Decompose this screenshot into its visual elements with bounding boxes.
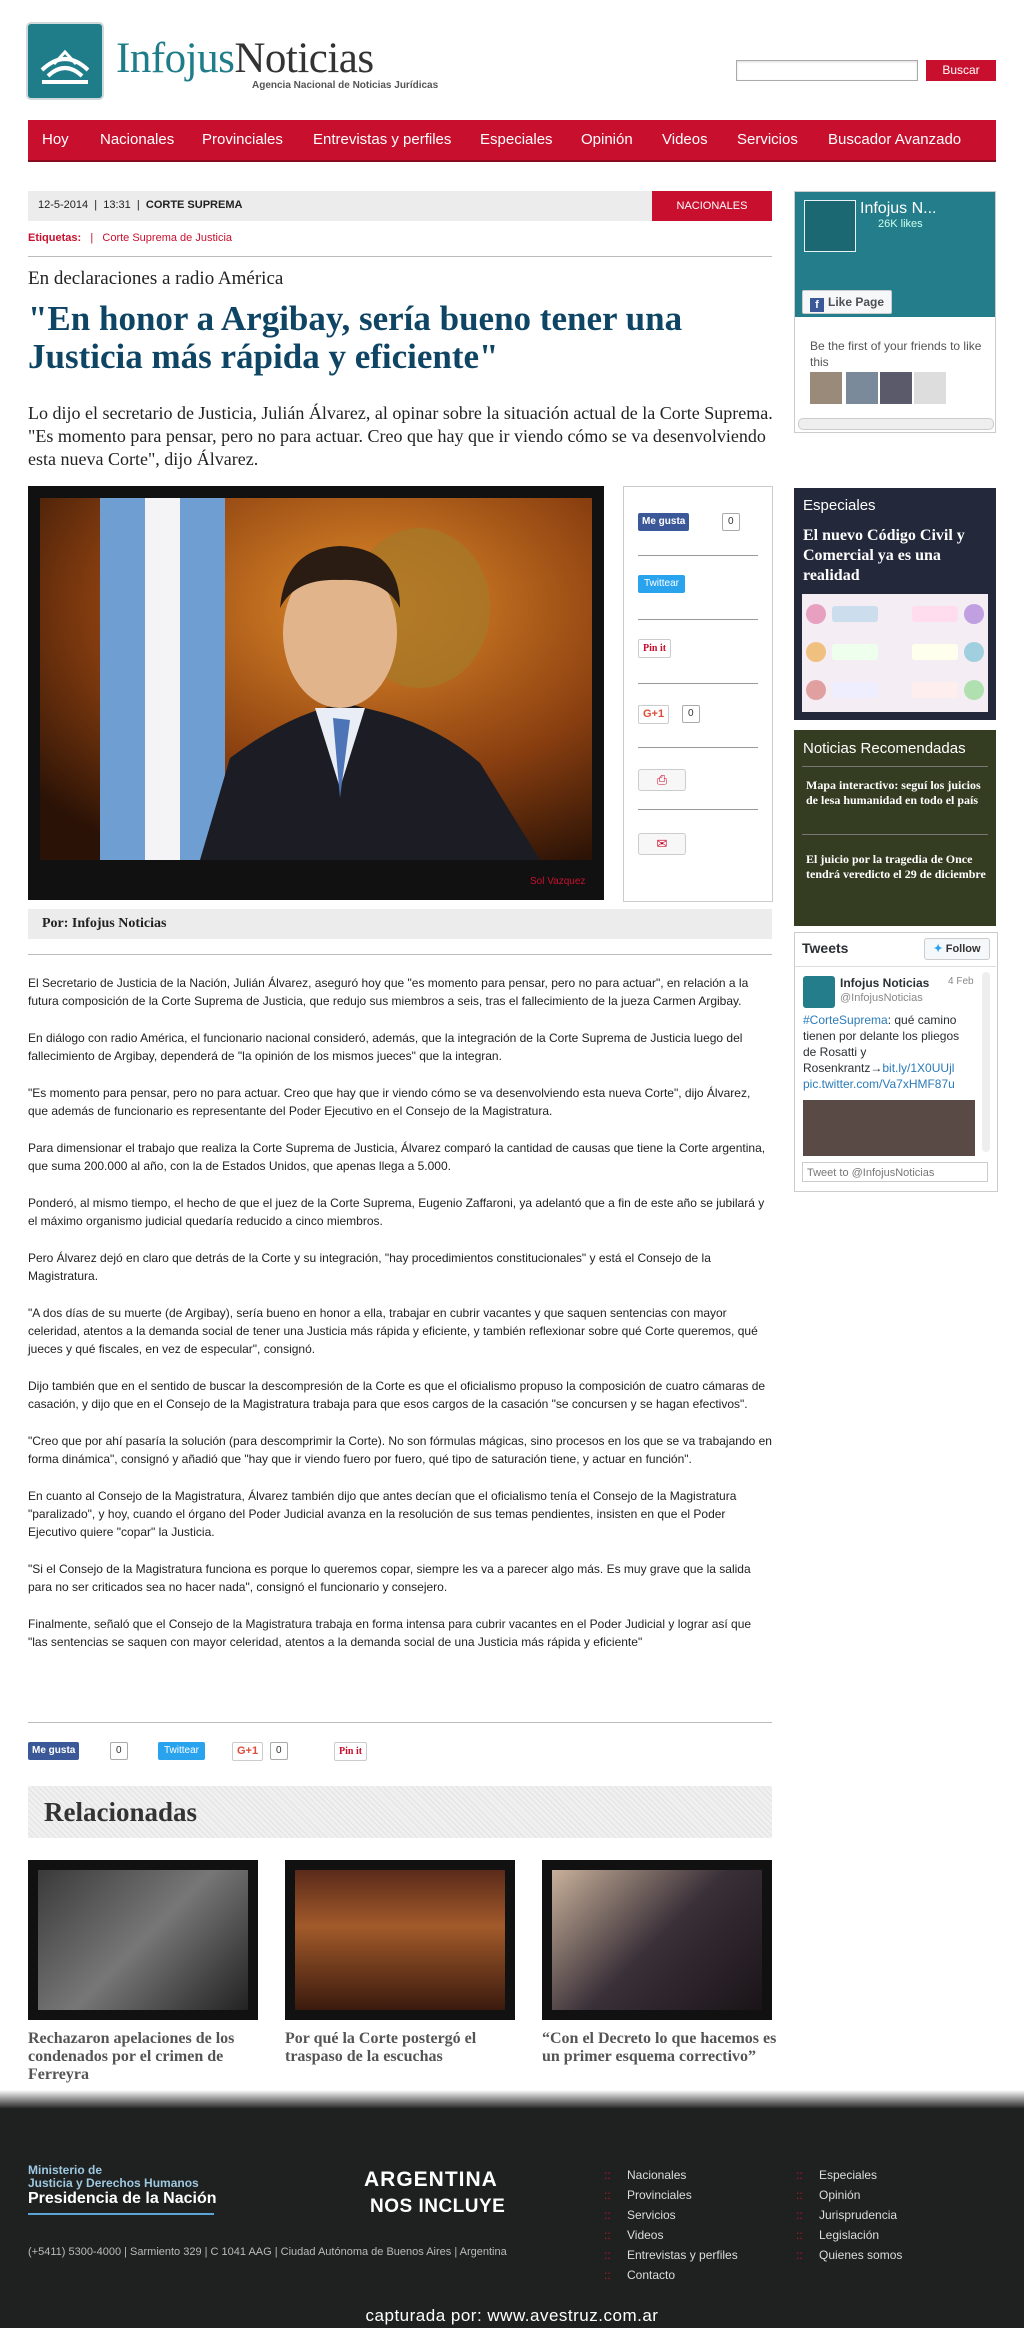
related-link[interactable]: “Con el Decreto lo que hacemos es un primer esquema correctivo” [542,2030,777,2065]
footer-link[interactable]: Quienes somos [819,2248,903,2262]
share-panel [623,486,773,902]
tweet-body: : qué camino tienen por delante los pliegos de Rosatti y Rosenkrantz→ [803,1013,960,1075]
divider [28,1722,772,1723]
fb-friend-avatar[interactable] [880,372,912,404]
related-image[interactable] [28,1860,258,2020]
nav-hoy[interactable]: Hoy [42,131,69,148]
bullet-icon: :: [796,2208,803,2222]
footer-shadow [0,2090,1024,2108]
article-section: CORTE SUPREMA [145,199,243,211]
article-meta: 12-5-2014 | 13:31 | CORTE SUPREMA [38,199,243,211]
footer-link[interactable]: Jurisprudencia [819,2208,898,2222]
related-link[interactable]: Rechazaron apelaciones de los condenados por el crimen de Ferreyra [28,2030,235,2083]
tweet-to-input[interactable]: Tweet to @InfojusNoticias [802,1162,988,1182]
bullet-icon: :: [796,2228,803,2242]
pinterest-button[interactable]: Pin it [334,1742,367,1761]
fb-like-page-button[interactable] [802,290,892,314]
especiales-label: Especiales [803,497,876,514]
fb-like-button[interactable] [28,1742,79,1760]
fb-friend-avatar[interactable] [846,372,878,404]
article-paragraph: En cuanto al Consejo de la Magistratura, Álvarez también dijo que antes decían que el oficialismo tenía el Consejo de la Magistratura "paralizado", y hoy, cuando el órgano del Poder Judicial avanza en la resolución de sus temas pendientes, insisten en que el Poder Ejecutivo quiere "copar" la Justicia. [28,1489,737,1539]
print-icon[interactable]: ⎙ [638,769,686,791]
article-time: 13:31 [103,199,131,211]
article-lead: Lo dijo el secretario de Justicia, Julián Álvarez, al opinar sobre la situación actual de la Corte Suprema. "Es momento para pensar, pero no para actuar. Creo que hay que ir viendo cómo se va desenvolviendo esta nueva Corte", dijo Álvarez. [28,403,773,469]
tweet-link[interactable]: bit.ly/1X0UUjl [882,1061,955,1075]
article-paragraph: El Secretario de Justicia de la Nación, Julián Álvarez, aseguró hoy que "es momento para pensar, pero no para actuar", en relación a la futura composición de la Corte Suprema de Justicia, que redujo sus miembros a seis, tras el fallecimiento de la jueza Carmen Argibay. [28,976,749,1008]
capture-credit: capturada por: www.avestruz.com.ar [365,2306,659,2325]
recomendada-link[interactable]: Mapa interactivo: seguí los juicios de lesa humanidad en todo el país [806,778,981,807]
follow-label: Follow [945,943,981,955]
bullet-icon: :: [796,2248,803,2262]
nav-buscador-avanzado[interactable]: Buscador Avanzado [828,131,962,148]
search-button[interactable]: Buscar [926,60,996,81]
nav-nacionales[interactable]: Nacionales [100,131,175,148]
article-paragraph: Finalmente, señaló que el Consejo de la Magistratura trabaja en forma intensa para cubrir vacantes en el Poder Judicial y lograr así que "las sentencias se saquen con mayor celeridad, atentos a la demanda social de una Justicia más rápida y eficiente" [28,1617,752,1649]
article-headline: "En honor a Argibay, sería bueno tener una Justicia más rápida y eficiente" [28,299,683,376]
footer-link[interactable]: Contacto [627,2268,676,2282]
divider [795,966,996,967]
fb-friends-text: Be the first of your friends to like this [810,339,982,369]
fb-like-label: Me gusta [32,1745,76,1756]
footer-link[interactable]: Videos [627,2228,664,2242]
footer-ministry[interactable] [28,2164,199,2190]
category-button[interactable]: NACIONALES [652,191,772,221]
pinterest-button[interactable]: Pin it [638,639,671,658]
tweet-button[interactable]: Twittear [158,1742,205,1760]
related-title: Relacionadas [44,1797,198,1827]
footer-link[interactable]: Especiales [819,2168,878,2182]
divider [638,555,758,556]
divider [802,766,988,767]
divider [638,619,758,620]
divider [802,834,988,835]
fb-friend-avatar[interactable] [810,372,842,404]
article-author: Por: Infojus Noticias [42,916,167,931]
tags-row: Etiquetas: | Corte Suprema de Justicia [28,232,233,244]
tweet-hashtag[interactable]: #CorteSuprema [803,1013,888,1027]
especiales-title[interactable]: El nuevo Código Civil y Comercial ya es una realidad [803,527,965,584]
logo-icon[interactable] [28,24,102,98]
bullet-icon: :: [604,2208,611,2222]
twitter-follow-button[interactable] [924,938,990,960]
gplus-count: 0 [270,1742,288,1760]
article-paragraph: Ponderó, al mismo tiempo, el hecho de que el juez de la Corte Suprema, Eugenio Zaffaroni, ya adelantó que a fin de este año se jubilará y el máximo organismo judicial quedaría reducido a cinco miembros. [28,1196,765,1228]
photo-credit: Sol Vazquez [530,876,586,887]
footer-link[interactable]: Provinciales [627,2188,692,2202]
footer-ministry-line1: Ministerio de [28,2163,103,2177]
divider [638,683,758,684]
fb-like-count: 0 [722,513,740,531]
divider [638,747,758,748]
article-paragraph: "Si el Consejo de la Magistratura funciona es porque lo queremos copar, siempre les va a parecer algo más. Es muy grave que la salida para no ser criticados sea no hacer nada", consignó el funcionario y consejero. [28,1562,751,1594]
fb-like-label: Me gusta [642,516,686,527]
related-link[interactable]: Por qué la Corte postergó el traspaso de la escuchas [285,2030,477,2065]
fb-likes: 26K likes [878,218,923,230]
article-paragraph: Dijo también que en el sentido de buscar la descompresión de la Corte es que el oficialismo propuso la composición de cuatro cámaras de casación, y dijo que en el Consejo de la Magistratura trabaja para que esos cargos de la casación "se concursen y se hagan efectivos". [28,1379,766,1411]
nav-especiales[interactable]: Especiales [480,131,553,148]
fb-friend-avatar[interactable] [914,372,946,404]
footer-presidency[interactable]: Presidencia de la Nación [28,2190,217,2207]
bullet-icon: :: [604,2268,611,2282]
recomendadas-label: Noticias Recomendadas [803,740,966,757]
nav-videos[interactable]: Videos [662,131,708,148]
related-image[interactable] [542,1860,772,2020]
logo-main: Infojus [116,35,235,82]
bullet-icon: :: [604,2228,611,2242]
fb-page-logo-icon[interactable] [804,200,856,252]
fb-like-count: 0 [110,1742,128,1760]
article-photo [40,498,592,860]
fb-scrollbar[interactable] [798,418,994,430]
nav-entrevistas[interactable]: Entrevistas y perfiles [313,131,452,148]
tags-label: Etiquetas: [28,232,82,244]
logo-text[interactable] [116,34,374,83]
footer-link[interactable]: Legislación [819,2228,880,2242]
footer-link[interactable]: Servicios [627,2208,676,2222]
footer-link[interactable]: Nacionales [627,2168,687,2182]
tweet-button[interactable]: Twittear [638,575,685,593]
footer-ministry-line2: Justicia y Derechos Humanos [28,2176,199,2190]
argentina-logo-line1: ARGENTINA [364,2168,498,2191]
article-body [28,974,772,1670]
email-icon[interactable]: ✉ [638,833,686,855]
bullet-icon: :: [604,2248,611,2262]
search-input[interactable] [736,60,918,81]
recomendadas-box [794,730,996,926]
recomendada-link[interactable]: El juicio por la tragedia de Once tendrá veredicto el 29 de diciembre [806,852,986,881]
footer-divider [28,2213,214,2215]
argentina-logo-line2: NOS INCLUYE [370,2196,506,2217]
tag-link[interactable]: Corte Suprema de Justicia [102,232,233,244]
divider [638,809,758,810]
article-paragraph: Pero Álvarez dejó en claro que detrás de la Corte y su integración, "hay procedimientos constitucionales" y está el Consejo de la Magistratura. [28,1251,711,1283]
nav-opinion[interactable]: Opinión [581,131,633,148]
main-nav [28,120,996,162]
nav-provinciales[interactable]: Provinciales [202,131,283,148]
tweets-label: Tweets [802,940,849,956]
fb-icon: f [810,298,824,312]
article-paragraph: En diálogo con radio América, el funcionario nacional consideró, además, que la integración de la Corte Suprema de Justicia luego del fallecimiento de Argibay, dependerá de "la opinión de los mismos jueces" que la integran. [28,1031,743,1063]
related-image[interactable] [285,1860,515,2020]
article-paragraph: "Creo que por ahí pasaría la solución (para descomprimir la Corte). No son fórmulas mágicas, sino procesos en los que se va trabajando en forma dinámica", consignó y añadió que "hay que ir viendo fuero por fuero, qué tipo de saturación tiene, y actuar en función". [28,1434,772,1466]
twitter-bird-icon: ✦ [933,943,943,955]
bullet-icon: :: [796,2168,803,2182]
twitter-name[interactable]: Infojus Noticias [840,976,930,990]
fb-like-page-label: Like Page [827,295,885,309]
bullet-icon: :: [604,2188,611,2202]
article-date: 12-5-2014 [38,199,89,211]
twitter-scrollbar[interactable] [982,972,990,1152]
especiales-image[interactable] [802,594,988,712]
footer-address: (+5411) 5300-4000 | Sarmiento 329 | C 1041 AAG | Ciudad Autónoma de Buenos Aires | Argentina [28,2246,507,2258]
footer-link[interactable]: Opinión [819,2188,861,2202]
gplus-count: 0 [682,705,700,723]
article-paragraph: Para dimensionar el trabajo que realiza la Corte Suprema de Justicia, Álvarez comparó la cantidad de causas que tiene la Corte argentina, que suma 200.000 al año, con la de Estados Unidos, que apenas llega a 5.000. [28,1141,766,1173]
divider [28,256,772,257]
logo-subtitle: Agencia Nacional de Noticias Jurídicas [252,80,439,91]
twitter-handle[interactable]: @InfojusNoticias [840,992,923,1004]
divider [28,954,772,955]
bottom-share-bar [28,1740,428,1762]
gplus-button[interactable]: G+1 [638,705,669,724]
tweet-date[interactable]: 4 Feb [948,976,974,987]
logo-second: Noticias [234,35,374,82]
fb-page-name[interactable]: Infojus N... [860,200,937,217]
twitter-avatar[interactable] [803,976,835,1008]
footer-link[interactable]: Entrevistas y perfiles [627,2248,738,2262]
gplus-button[interactable]: G+1 [232,1742,263,1761]
fb-like-button[interactable] [638,513,689,531]
nav-servicios[interactable]: Servicios [737,131,798,148]
article-kicker: En declaraciones a radio América [28,268,284,289]
bullet-icon: :: [796,2188,803,2202]
bullet-icon: :: [604,2168,611,2182]
article-paragraph: "Es momento para pensar, pero no para actuar. Creo que hay que ir viendo cómo se va desenvolviendo esta nueva Corte", dijo Álvarez, que además de funcionario es representante del Poder Ejecutivo en el Consejo de la Magistratura. [28,1086,751,1118]
article-paragraph: "A dos días de su muerte (de Argibay), sería bueno en honor a ella, trabajar en cubrir vacantes y que saquen sentencias con mayor celeridad, atentos a la demanda social de tener una Justicia más rápida y eficiente, y también reflexionar sobre qué Corte queremos, qué jueces y qué fiscales, en vez de especular", consignó. [28,1306,758,1356]
tweet-pic-link[interactable]: pic.twitter.com/Va7xHMF87u [803,1077,955,1091]
tweet-text [803,1012,975,1092]
tweet-image[interactable] [803,1100,975,1156]
